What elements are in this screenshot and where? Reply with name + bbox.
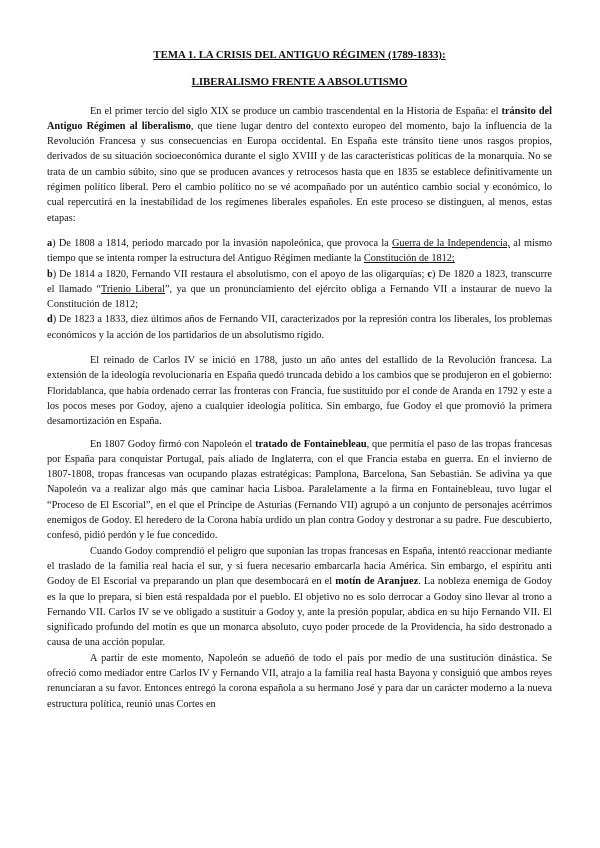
- intro-paragraph: [47, 104, 552, 226]
- stage-a-underlined-constitution: Constitución de 1812;: [363, 253, 455, 265]
- aranjuez-text-1: Cuando Godoy comprendió el peligro que suponían las tropas francesas en España, intentó reaccionar mediante el traslado de la familia real hacia el sur, y si fuera necesario embarcarla hacia América. Sin embargo, el espíritu anti Godoy de El Escorial va preparando un plan que desembocará en el: [47, 545, 552, 588]
- fontainebleau-paragraph: [47, 437, 552, 544]
- intro-bold-term: tránsito del Antiguo Régimen al liberalismo: [47, 105, 552, 132]
- fontainebleau-text-1: En 1807 Godoy firmó con Napoleón el: [90, 438, 256, 450]
- page-title: TEMA 1. LA CRISIS DEL ANTIGUO RÉGIMEN (1789-1833):: [153, 49, 446, 61]
- stage-d-text: ) De 1823 a 1833, diez últimos años de Fernando VII, caracterizados por la represión contra los liberales, los problemas económicos y la acción de los partidarios de un absolutismo rígido.: [47, 314, 552, 341]
- page-subtitle: LIBERALISMO FRENTE A ABSOLUTISMO: [191, 76, 408, 89]
- fontainebleau-bold-term: tratado de Fontainebleau: [255, 438, 367, 450]
- stage-d-paragraph: [47, 312, 552, 343]
- stage-a-underlined-war: Guerra de la Independencia,: [391, 237, 511, 249]
- intro-text-2: , que tiene lugar dentro del contexto europeo del momento, bajo la influencia de la Revolución Francesa y sus consecuencias en Europa occidental. En España este tránsito tiene unos rasgos propios, derivados de su situación socioeconómica durante el siglo XVIII y de las características políticas de la monarquía. No se trata de un cambio súbito, sino que se producen avances y retrocesos hasta que en 1835 se establece definitivamente un régimen político liberal. Pero el cambio político no se vé acompañado por un auténtico cambio social y económico, lo cual repercutirá en la inestabilidad de los regímenes liberales españoles. En este proceso se distinguen, al menos, estas etapas:: [47, 120, 552, 224]
- stage-c-text-1: ) De 1820 a 1823, transcurre el llamado “: [47, 268, 552, 295]
- aranjuez-paragraph: [47, 544, 552, 651]
- intro-text-1: En el primer tercio del siglo XIX se produce un cambio trascendental en la Historia de España: el: [90, 105, 502, 117]
- stage-c-underlined-trienio: Trienio Liberal: [100, 283, 165, 295]
- aranjuez-bold-term: motín de Aranjuez: [335, 576, 419, 588]
- carlos-paragraph: El reinado de Carlos IV se inició en 1788, justo un año antes del estallido de la Revolución francesa. La extensión de la ideología revolucionaria en España quedó truncada debido a los cambios que se produjeron en el gobierno: Floridablanca, que había ordenado cerrar las fronteras con Francia, fue sustituido por el conde de Aranda en 1792 y este a los pocos meses por Godoy, ajeno a cualquier ideología política. Sin embargo, fue Godoy el que promovió la primera desamortización en España.: [47, 355, 552, 428]
- stage-b-letter: b: [47, 268, 53, 280]
- document-body: [47, 48, 552, 712]
- aranjuez-text-2: . La nobleza enemiga de Godoy es la que lo prepara, si bien está respaldada por el pueblo. El objetivo no es solo derrocar a Godoy sino llevar al trono a Fernando VII. Carlos IV se ve obligado a sustituir a Godoy y, ante la presión popular, abdica en su hijo Fernando VII. El significado profundo del motín es que un monarca absoluto, cuyo poder procede de la Providencia, ha sido destronado a causa de una acción popular.: [47, 576, 553, 649]
- stage-c-letter: c: [427, 268, 432, 280]
- stage-a-text-2: al mismo tiempo que se intenta romper la estructura del Antiguo Régimen mediante la: [47, 237, 552, 265]
- stage-b-text: ) De 1814 a 1820, Fernando VII restaura el absolutismo, con el apoyo de las oligarquías;: [52, 268, 428, 280]
- stage-c-text-2: ”, ya que un pronunciamiento del ejército obliga a Fernando VII a instaurar de nuevo la Constitución de 1812;: [47, 283, 552, 311]
- stage-a-text-1: ) De 1808 a 1814, periodo marcado por la invasión napoleónica, que provoca la: [52, 237, 392, 249]
- stage-a-letter: a: [47, 237, 53, 249]
- napoleon-paragraph: A partir de este momento, Napoleón se adueñó de todo el país por medio de una sustitución dinástica. Se ofreció como mediador entre Carlos IV y Fernando VII, atrajo a la familia real hasta Bayona y consiguió que ambos reyes renunciaran a su favor. Entonces entregó la corona española a su hermano José y para dar un carácter moderno a la nueva estructura política, reunió unas Cortes en: [47, 652, 552, 710]
- stage-a-paragraph: [47, 236, 552, 267]
- stage-bc-paragraph: [47, 267, 552, 313]
- fontainebleau-text-2: , que permitía el paso de las tropas francesas por España para conquistar Portugal, país aliado de Inglaterra, con el que Francia estaba en guerra. En el invierno de 1807-1808, tropas francesas van ocupando plazas estratégicas: Pamplona, Barcelona, San Sebastián. Se adivina ya que Napoleón va a realizar algo más que caminar hacia Lisboa. Paralelamente a la firma en Fontainebleau, tuvo lugar el “Proceso de El Escorial”, en el que el Príncipe de Asturias (Fernando VII) agrupó a un conjunto de personajes acérrimos enemigos de Godoy. El heredero de la Corona había urdido un plan contra Godoy y destronar a su padre. Fue descubierto, confesó, pidió perdón y le fue concedido.: [47, 438, 553, 542]
- stage-d-letter: d: [47, 314, 53, 326]
